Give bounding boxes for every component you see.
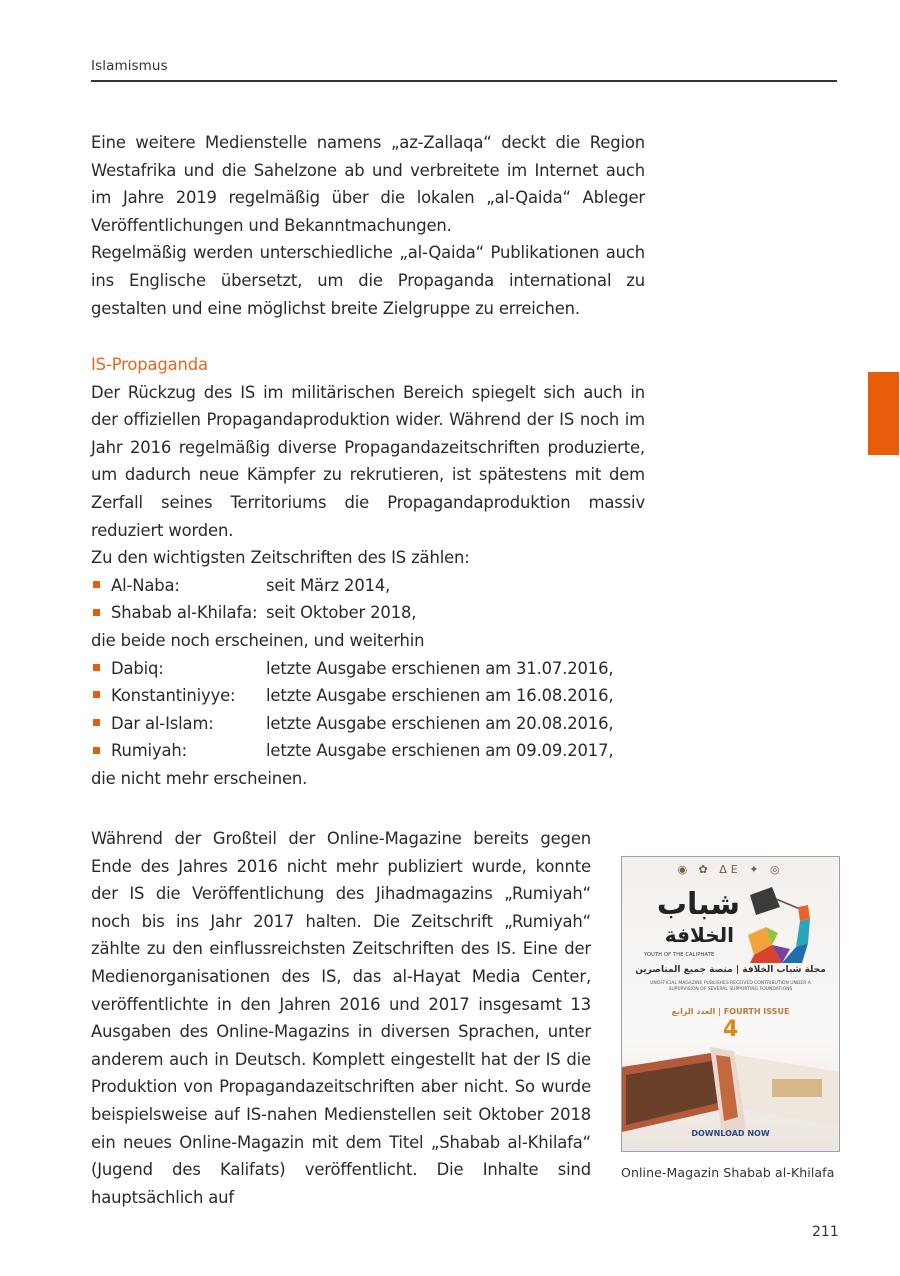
section-heading: IS-Propaganda [91,355,208,374]
list-intro: Zu den wichtigsten Zeitschriften des IS zählen: [91,548,470,568]
middle-text: die beide noch erscheinen, und weiterhin [91,630,425,650]
flag-illustration-icon [742,885,822,965]
bullet-square-icon [93,719,100,726]
magazine-detail: letzte Ausgabe erschienen am 20.08.2016, [266,713,614,733]
intro-text-block [91,129,645,322]
cover-title-arabic: شباب [656,887,740,922]
bullet-square-icon [93,747,100,754]
list-item [91,572,645,600]
list-item [91,710,645,738]
magazine-detail: letzte Ausgabe erschienen am 16.08.2016, [266,686,614,706]
is-propaganda-section [91,351,645,793]
chapter-side-tab [868,372,899,455]
list-item [91,655,645,683]
cover-issue-label: العدد الرابع | FOURTH ISSUE [671,1007,790,1016]
paragraph: Eine weitere Medienstelle namens „az-Zallaqa“ deckt die Region Westafrika und die Sahelzone ab und verbreitete im Internet auch im Jahre 2019 regelmäßig über die lokalen „al-Qaida“ Ableger Veröffentlichungen und Bekanntmachungen. [91,133,645,235]
magazine-name: Al-Naba: [111,575,180,595]
magazine-name: Rumiyah: [111,741,188,761]
header-rule [91,80,837,82]
bullet-square-icon [93,581,100,588]
magazine-detail: letzte Ausgabe erschienen am 09.09.2017, [266,741,614,761]
paragraph: Der Rückzug des IS im militärischen Bereich spiegelt sich auch in der offiziellen Propagandaproduktion wider. Während der IS noch im Jahr 2016 regelmäßig diverse Propagandazeitschriften produzierte, um dadurch neue Kämpfer zu rekrutieren, ist spätestens mit dem Zerfall seines Territoriums die Propagandaproduktion massiv reduziert worden. [91,382,645,540]
magazine-name: Konstantiniyye: [111,686,236,706]
magazine-name: Dar al-Islam: [111,713,214,733]
cover-title-arabic-2: الخلافة [664,923,734,947]
bullet-square-icon [93,664,100,671]
magazine-name: Dabiq: [111,658,164,678]
bullet-square-icon [93,609,100,616]
open-magazine-illustration-icon [622,1047,839,1137]
list-item [91,682,645,710]
bullet-square-icon [93,691,100,698]
cover-issue-number: 4 [722,1017,739,1042]
cover-subtitle: YOUTH OF THE CALIPHATE [644,952,715,958]
list-item [91,599,645,627]
magazine-detail: seit Oktober 2018, [266,603,417,623]
magazine-cover-image [621,856,840,1152]
page-number: 211 [812,1224,839,1240]
cover-tagline: مجلة شباب الخلافة | منصة جميع المناصرين [635,965,826,975]
list-item [91,737,645,765]
paragraph: Während der Großteil der Online-Magazine bereits gegen Ende des Jahres 2016 nicht mehr publiziert wurde, konnte der IS die Veröffentlichung des Jihadmagazins „Rumiyah“ noch bis ins Jahr 2017 halten. Die Zeitschrift „Rumiyah“ zählte zu den einflussreichsten Zeitschriften des IS. Eine der Medienorganisationen des IS, das al-Hayat Media Center, veröffentlichte in den Jahren 2016 und 2017 insgesamt 13 Ausgaben des Online-Magazins in diversen Sprachen, unter anderem auch in Deutsch. Komplett eingestellt hat der IS die Produktion von Propagandazeitschriften aber nicht. So wurde beispielsweise auf IS-nahen Medienstellen seit Oktober 2018 ein neues Online-Magazin mit dem Titel „Shabab al-Khilafa“ (Jugend des Kalifats) veröffentlicht. Die Inhalte sind hauptsächlich auf [91,829,591,1207]
paragraph: Regelmäßig werden unterschiedliche „al-Qaida“ Publikationen auch ins Englische übersetzt, um die Propaganda international zu gestalten und eine möglichst breite Zielgruppe zu erreichen. [91,243,645,318]
magazine-name: Shabab al-Khilafa: [111,603,258,623]
closing-text: die nicht mehr erscheinen. [91,768,308,788]
bottom-text-block [91,825,591,1211]
download-now-label: DOWNLOAD NOW [691,1129,770,1138]
cover-small-print: UNOFFICIAL MAGAZINE PUBLISHES RECEIVED CONTRIBUTION UNDER A SUPERVISION OF SEVERAL SUPPORTING FOUNDATIONS [650,981,811,992]
running-header-title: Islamismus [91,58,168,74]
magazine-detail: seit März 2014, [266,575,391,595]
figure-caption: Online-Magazin Shabab al-Khilafa [621,1165,835,1180]
magazine-detail: letzte Ausgabe erschienen am 31.07.2016, [266,658,614,678]
publisher-logos-icon: ◉ ✿ ΔE ✦ ◎ [677,863,784,876]
